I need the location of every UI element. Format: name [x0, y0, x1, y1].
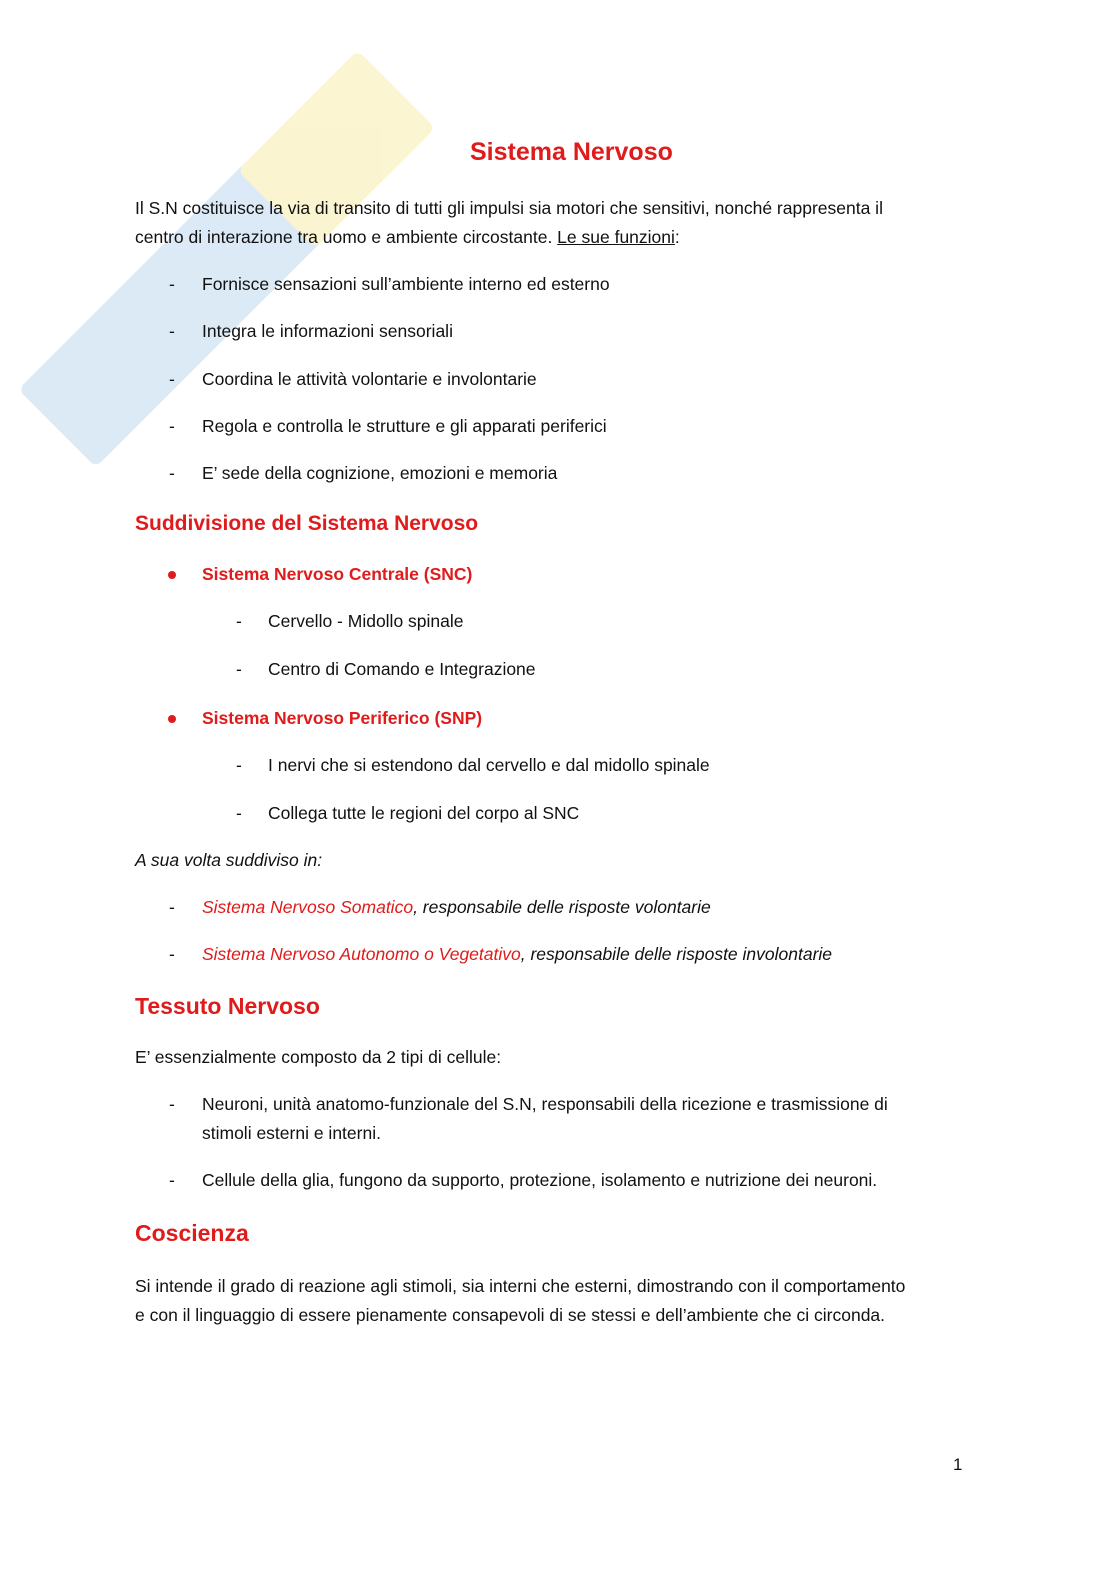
bullet-icon — [168, 715, 176, 723]
consciousness-line-2: e con il linguaggio di essere pienamente consapevoli di se stessi e dell’ambiente che ci circonda. — [135, 1305, 886, 1325]
functions-link: Le sue funzioni — [557, 227, 675, 247]
consciousness-heading: Coscienza — [135, 1220, 249, 1246]
snp-label: Sistema Nervoso Periferico (SNP) — [202, 708, 483, 728]
intro-line-2: centro di interazione tra uomo e ambiente circostante. Le sue funzioni: — [135, 227, 680, 247]
bullet-icon — [168, 571, 176, 579]
snc-label: Sistema Nervoso Centrale (SNC) — [202, 564, 473, 584]
intro-line-1: Il S.N costituisce la via di transito di tutti gli impulsi sia motori che sensitivi, nonché rappresenta il — [135, 198, 883, 218]
subdivision-heading: Suddivisione del Sistema Nervoso — [135, 512, 479, 535]
further-subdivision-text: A sua volta suddiviso in: — [135, 850, 323, 870]
tissue-intro: E’ essenzialmente composto da 2 tipi di cellule: — [135, 1047, 502, 1067]
page-number: 1 — [953, 1455, 963, 1474]
consciousness-line-1: Si intende il grado di reazione agli stimoli, sia interni che esterni, dimostrando con il comportamento — [135, 1276, 906, 1296]
tissue-heading: Tessuto Nervoso — [135, 993, 320, 1019]
page-title: Sistema Nervoso — [470, 138, 673, 166]
